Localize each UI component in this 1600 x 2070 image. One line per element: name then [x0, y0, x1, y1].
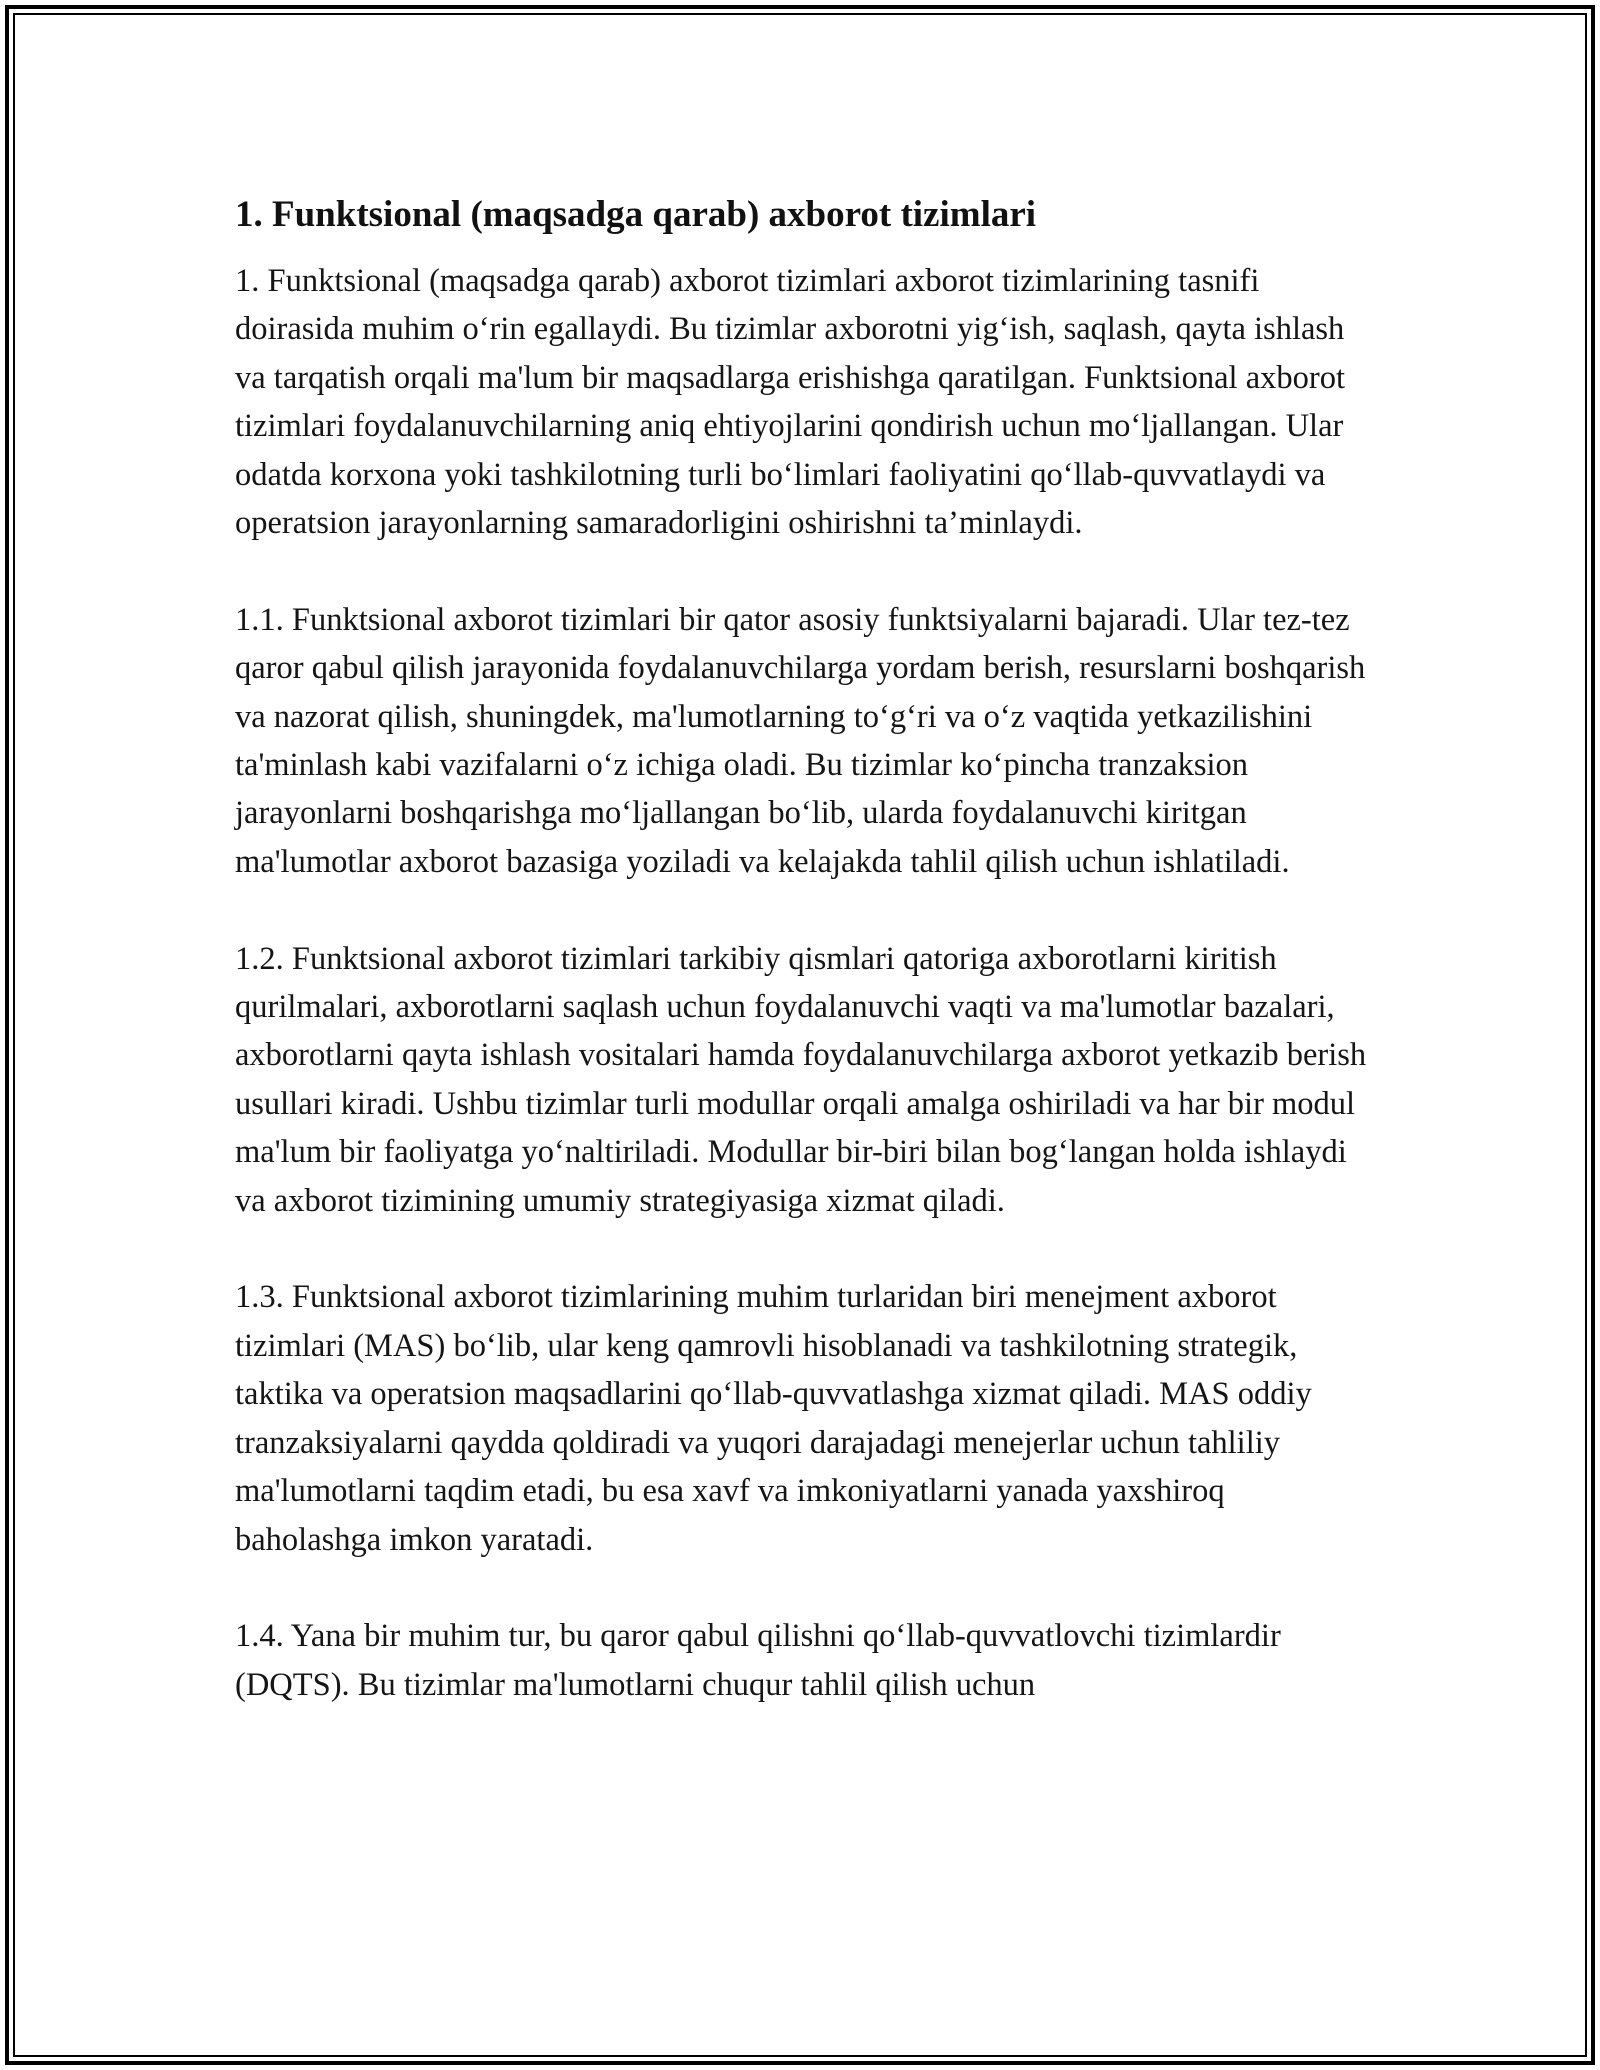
section-heading: 1. Funktsional (maqsadga qarab) axborot tizimlari: [235, 194, 1037, 235]
paragraph-1-2: 1.2. Funktsional axborot tizimlari tarkibiy qismlari qatoriga axborotlarni kiritish qurilmalari, axborotlarni saqlash uchun foydalanuvchi vaqti va ma'lumotlar bazalari, axborotlarni qayta ishlash vositalari hamda foydalanuvchilarga axborot yetkazib berish usullari kiradi. Ushbu tizimlar turli modullar orqali amalga oshiriladi va har bir modul ma'lum bir faoliyatga yo‘naltiriladi. Modullar bir-biri bilan bog‘langan holda ishlaydi va axborot tizimining umumiy strategiyasiga xizmat qiladi.: [235, 940, 1367, 1219]
document-body: [235, 185, 1375, 1758]
paragraph-1-3: 1.3. Funktsional axborot tizimlarining muhim turlaridan biri menejment axborot tizimlari (MAS) bo‘lib, ular keng qamrovli hisoblanadi va tashkilotning strategik, taktika va operatsion maqsadlarini qo‘llab-quvvatlashga xizmat qiladi. MAS oddiy tranzaksiyalarni qaydda qoldiradi va yuqori darajadagi menejerlar uchun tahliliy ma'lumotlarni taqdim etadi, bu esa xavf va imkoniyatlarni yanada yaxshiroq baholashga imkon yaratadi.: [235, 1279, 1312, 1558]
paragraph-1-4: 1.4. Yana bir muhim tur, bu qaror qabul qilishni qo‘llab-quvvatlovchi tizimlardir (DQTS). Bu tizimlar ma'lumotlarni chuqur tahlil qilish uchun: [235, 1618, 1281, 1703]
paragraph-intro: 1. Funktsional (maqsadga qarab) axborot tizimlari axborot tizimlarining tasnifi doirasida muhim o‘rin egallaydi. Bu tizimlar axborotni yig‘ish, saqlash, qayta ishlash va tarqatish orqali ma'lum bir maqsadlarga erishishga qaratilgan. Funktsional axborot tizimlari foydalanuvchilarning aniq ehtiyojlarini qondirish uchun mo‘ljallangan. Ular odatda korxona yoki tashkilotning turli bo‘limlari faoliyatini qo‘llab-quvvatlaydi va operatsion jarayonlarning samaradorligini oshirishni ta’minlaydi.: [235, 263, 1345, 542]
paragraph-1-1: 1.1. Funktsional axborot tizimlari bir qator asosiy funktsiyalarni bajaradi. Ular tez-tez qaror qabul qilish jarayonida foydalanuvchilarga yordam berish, resurslarni boshqarish va nazorat qilish, shuningdek, ma'lumotlarning to‘g‘ri va o‘z vaqtida yetkazilishini ta'minlash kabi vazifalarni o‘z ichiga oladi. Bu tizimlar ko‘pincha tranzaksion jarayonlarni boshqarishga mo‘ljallangan bo‘lib, ularda foydalanuvchi kiritgan ma'lumotlar axborot bazasiga yoziladi va kelajakda tahlil qilish uchun ishlatiladi.: [235, 601, 1366, 880]
